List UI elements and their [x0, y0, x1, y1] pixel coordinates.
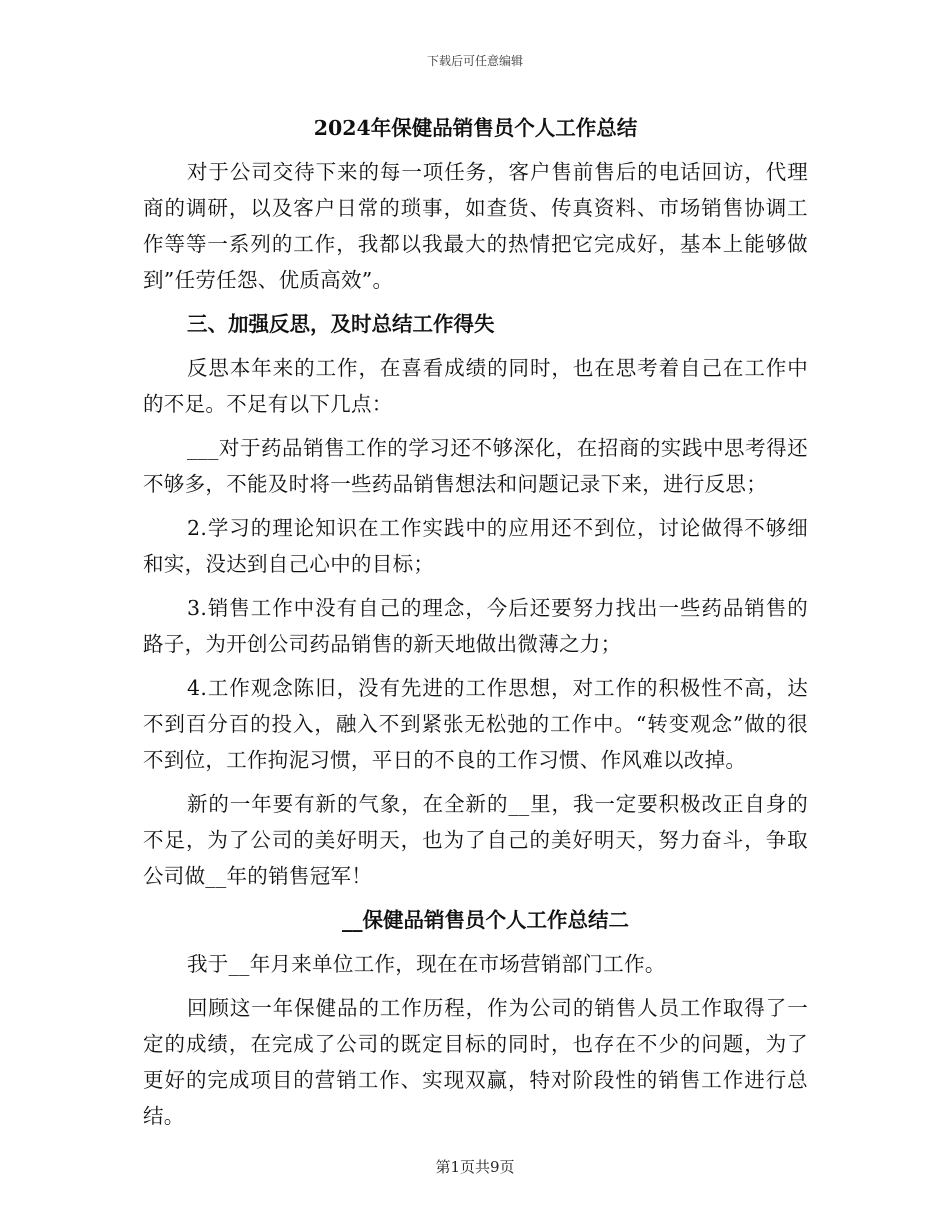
section-heading: 三、加强反思，及时总结工作得失	[187, 312, 495, 336]
paragraph: 对于公司交待下来的每一项任务，客户售前售后的电话回访，代理商的调研，以及客户日常的琐事，如查货、传真资料、市场销售协调工作等等一系列的工作，我都以我最大的热情把它完成好，基本上能够做到”任劳任怨、优质高效”。	[143, 160, 808, 292]
page-header: 下载后可任意编辑	[426, 54, 523, 68]
document-body	[143, 110, 808, 1134]
paragraph: 回顾这一年保健品的工作历程，作为公司的销售人员工作取得了一定的成绩，在完成了公司的既定目标的同时，也存在不少的问题，为了更好的完成项目的营销工作、实现双赢，特对阶段性的销售工作进行总结。	[143, 996, 808, 1128]
paragraph: 2.学习的理论知识在工作实践中的应用还不到位，讨论做得不够细和实，没达到自己心中的目标；	[143, 516, 808, 576]
section-title: __保健品销售员个人工作总结二	[342, 908, 629, 932]
paragraph: 4.工作观念陈旧，没有先进的工作思想，对工作的积极性不高，达不到百分百的投入，融入不到紧张无松弛的工作中。“转变观念”做的很不到位，工作拘泥习惯，平日的不良的工作习惯、作风难以改掉。	[143, 676, 808, 772]
paragraph: 3.销售工作中没有自己的理念，今后还要努力找出一些药品销售的路子，为开创公司药品销售的新天地做出微薄之力；	[143, 596, 808, 656]
paragraph: 我于__年月来单位工作，现在在市场营销部门工作。	[187, 952, 666, 976]
paragraph: 反思本年来的工作，在喜看成绩的同时，也在思考着自己在工作中的不足。不足有以下几点：	[143, 356, 808, 416]
paragraph: 新的一年要有新的气象，在全新的__里，我一定要积极改正自身的不足，为了公司的美好明天，也为了自己的美好明天，努力奋斗，争取公司做__年的销售冠军！	[143, 792, 808, 888]
paragraph: ___对于药品销售工作的学习还不够深化，在招商的实践中思考得还不够多，不能及时将一些药品销售想法和问题记录下来，进行反思；	[143, 436, 808, 496]
page-footer: 第1页共9页	[435, 1158, 515, 1176]
document-title: 2024年保健品销售员个人工作总结	[313, 116, 638, 140]
